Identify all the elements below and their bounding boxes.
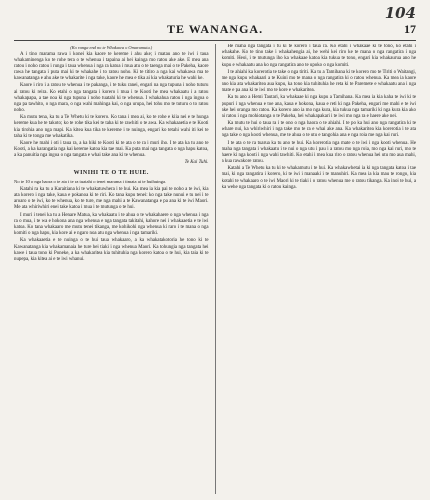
paragraph: I te ata o te ra tuarua ka tu ano te hui. Ka korerotia nga mate o te iwi i nga kooti whenua. He maha nga tangata i whakaatu i te nui o nga utu i pau i a ratou mo nga roia, mo nga kai ruri, mo te haere ki nga kooti i nga wahi tawhiti. Ko etahi i mea kua riro o ratou whenua hei utu mo aua mahi, a kua rawakore ratou.	[221, 140, 416, 165]
paragraph: Ka whakaaetia e te nuinga o te hui taua whakaaro, a ka whakatakotoria he tono ki te Kawanatanga kia whakamanaia he ture hei tiaki i nga whenua Maori. Ka tohungia nga tangata hei kawe i taua tono ki Poneke, a ka whakaritea kia tuhituhia nga korero katoa o te hui, kia taia ki te nupepa, kia kitea ai e te iwi whanui.	[14, 238, 209, 262]
right-column	[222, 44, 417, 494]
article-columns	[14, 44, 416, 494]
handwritten-page-number: 104	[384, 4, 416, 22]
page-header	[14, 22, 416, 38]
paragraph: Ka mutu tena, ka tu a Te Whetu ki te korero. Ko tana i mea ai, ko te rohe e kiia nei e te hunga kereme kua he te takoto; ko te rohe tika kei te taha ki te rawhiti o te awa. Ka whakaaetia e te Kooti kia tirohia ano nga mapi. Ka kitea kua tika te kereme i te nuinga, engari ko tetahi wahi iti kei te taha ki te tonga me whakatika.	[14, 115, 209, 139]
section-subheading: No te 10 o nga haora o te ata i te ra tuatahi o tenei marama i timata ai te huihuinga.	[14, 179, 167, 185]
paragraph: I muri i tenei ka tu a Henare Matua, ka whakaatu i te ahua o te whakahaere o nga whenua i nga ra o mua, i te wa e hokona ana nga whenua e nga tangata takitahi, kahore nei i whakaaetia e te iwi katoa. Ko tana whakaaro me mutu tenei tikanga, me kohikohi nga whenua ki raro i te mana o nga komiti o nga hapu, kia kore ai e ngaro noa atu nga whenua i nga tamariki.	[14, 212, 209, 237]
intro-note: (Ko ranga end no te Whakawa o Omarumutu.)	[70, 45, 153, 50]
paragraph: Kaore he mahi i oti i taua ra, a ka hiki te Kooti ki te ata o te ra i muri iho. I te ata ka tu ano te Kooti, a ka karangatia nga kai kereme katoa kia tae mai. Ka puta mai nga tangata o nga hapu katoa, a ka panuitia nga ingoa o nga tangata e whai take ana ki te whenua.	[14, 140, 209, 159]
header-rule	[14, 40, 416, 41]
paragraph: He maha nga tangata i tu ki te korero i taua ra. Ko etahi i whakaae ki te tono, ko etahi i whakahe. Ko te tino take i whakahengia ai, he wehi kei riro ke te mana o nga rangatira i nga komiti. Heoi, i te mutunga iho ka whakaae katoa kia tukua te tono, engari kia whakaurua ano he kupu e whakaatu ana ko nga rangatira ano te upoko o nga komiti.	[221, 44, 416, 68]
paragraph: Kaore i riro i a ratou te whenua i te pakanga, i te tuku ranei, engari na nga tupuna i noho tuturu ai ratou ki reira. Ko etahi o nga tangata i korero i mua i te Kooti he mea whakaatu i a ratou whakapapa, a tae noa ki nga tupuna i noho tuatahi ki te whenua. I whakahua ratou i nga ingoa o nga pa tawhito, o nga mara, o nga wahi mahinga kai, o nga urupa, hei tohu mo te tuturu o to ratou noho.	[14, 83, 209, 114]
page-number: 17	[404, 22, 416, 36]
left-column	[14, 44, 209, 494]
paragraph: Ka tu ano a Hemi Tautari, ka whakaae ki nga kupu a Tamihana. Ka mea ia kia kaha te iwi ki te pupuri i nga whenua e toe ana, kaua e hokona, kaua e reti ki nga Pakeha, engari me mahi e te iwi ake hei oranga mo ratou. Ka korero ano ia mo nga kura, kia tukua nga tamariki ki nga kura kia ako ai ratou i nga mohiotanga o te Pakeha, hei whakapakari i te iwi mo nga ra e haere ake nei.	[221, 95, 416, 119]
column-divider	[215, 44, 216, 494]
signature: Te Kai Tuhi.	[184, 160, 209, 166]
paragraph: Katahi ra ka tu a Karaitiana ki te whakatuwhera i te hui. Ka mea ia kia pai te noho a te iwi, kia ata korero i nga take, kaua e pokanoa ki te riri. Ko tana kupu tenei: ko nga take nunui e tu nei i te aroaro o te iwi, ko te whenua, ko te ture, me nga mahi a te Kawanatanga e pa ana ki te iwi Maori. Me ata whiriwhiri enei take katoa i mua i te mutunga o te hui.	[14, 186, 209, 211]
paragraph: Katahi a Te Whetu ka tu ki te whakamutu i te hui. Ka whakawhetai ia ki nga tangata katoa i tae mai, ki nga rangatira i korero, ki te iwi i manaaki i te manuhiri. Ka mea ia kia mau te rongo, kia kotahi te whakaaro o te iwi Maori ki te tiaki i o ratou whenua me o ratou tikanga. Ka inoi te hui, a ka wehe nga tangata ki o ratou kainga.	[221, 166, 416, 190]
paragraph: A i tino marama rawa i konei kia kaore te kereme i ahu ake; i matau ano te iwi i taua whakaminenga ko te rohe tera o te whenua i tapaina ai hei kainga mo ratou ake ake. E mea ana ratou i noho ratou i runga i taua whenua i nga ra katoa i mua atu o te taenga mai o te Pakeha, kaore rawa he tangata i puta mai ki te whakahe i to ratou noho. Ki te titiro a nga kai whakawa ma te kawanatanga e ahu ake te whakarite i nga take, kaore he mea e tika ai kia whakaturia he wahi ke.	[14, 51, 209, 82]
paragraph: Ka mutu te hui o taua ra i te ono o nga haora o te ahiahi. I te po ka hui ano nga rangatira ki te whare nui, ka whiriwhiri i nga take mo te ra e whai ake ana. Ka whakaritea kia korerotia i te ata nga take o nga kooti whenua, me te ahua o te utu e tangohia ana e nga roia me nga kai ruri.	[221, 121, 416, 139]
paragraph: I te ahiahi ka korerotia te take o nga tiriti. Ka tu a Tamihana ki te korero mo te Tiriti o Waitangi, me nga kupu whakaari a te Kuini mo te mana o nga rangatira ki o ratou whenua. Ka mea ia kaore ano kia ata whakaritea aua kupu, ka tono kia tuhituhia he reta ki te Paremete e whakaatu ana i nga mate e pa ana ki te iwi mo te kore e whakaritea.	[221, 69, 416, 94]
section-heading: WINIHI TE O TE HUIE.	[73, 169, 149, 176]
newspaper-title: TE WANANGA.	[166, 22, 264, 36]
